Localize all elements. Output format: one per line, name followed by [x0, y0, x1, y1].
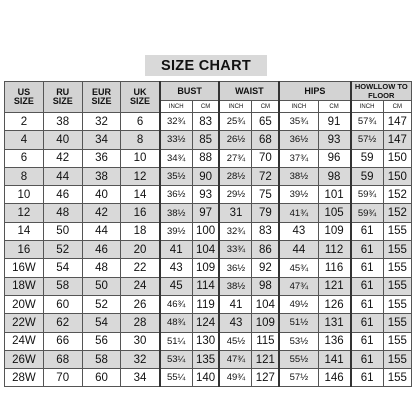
table-cell: 93 — [192, 186, 219, 204]
table-cell: 55½ — [279, 350, 318, 368]
table-cell: 90 — [192, 167, 219, 185]
table-row — [5, 241, 412, 259]
table-cell: 18W — [5, 277, 44, 295]
table-cell: 155 — [383, 295, 411, 313]
table-cell: 12 — [5, 204, 44, 222]
table-cell: 155 — [383, 241, 411, 259]
table-cell: 119 — [192, 295, 219, 313]
table-cell: 155 — [383, 259, 411, 277]
table-cell: 30 — [121, 332, 160, 350]
table-cell: 40 — [82, 186, 121, 204]
table-cell: 72 — [252, 167, 279, 185]
table-cell: 60 — [43, 295, 82, 313]
col-header-waist: WAIST — [219, 82, 279, 101]
table-cell: 35¾ — [279, 113, 318, 131]
table-row — [5, 295, 412, 313]
table-cell: 57½ — [279, 369, 318, 387]
table-cell: 54 — [43, 259, 82, 277]
table-row — [5, 167, 412, 185]
table-cell: 75 — [252, 186, 279, 204]
table-cell: 52 — [82, 295, 121, 313]
table-cell: 59 — [351, 167, 384, 185]
table-cell: 16 — [121, 204, 160, 222]
table-cell: 57¾ — [351, 113, 384, 131]
table-cell: 93 — [318, 131, 351, 149]
table-cell: 61 — [351, 314, 384, 332]
table-cell: 26 — [121, 295, 160, 313]
table-cell: 49¾ — [219, 369, 252, 387]
page-title: SIZE CHART — [161, 57, 251, 74]
table-cell: 32 — [121, 350, 160, 368]
table-cell: 8 — [5, 167, 44, 185]
table-cell: 25¾ — [219, 113, 252, 131]
table-cell: 24 — [121, 277, 160, 295]
table-cell: 97 — [192, 204, 219, 222]
table-cell: 44 — [43, 167, 82, 185]
table-cell: 14 — [121, 186, 160, 204]
table-row — [5, 149, 412, 167]
table-cell: 147 — [383, 113, 411, 131]
table-cell: 38 — [43, 113, 82, 131]
table-cell: 62 — [43, 314, 82, 332]
unit-label: INCH — [279, 101, 318, 113]
table-cell: 155 — [383, 277, 411, 295]
table-cell: 121 — [318, 277, 351, 295]
table-cell: 28 — [121, 314, 160, 332]
table-cell: 116 — [318, 259, 351, 277]
table-cell: 124 — [192, 314, 219, 332]
table-cell: 37¾ — [279, 149, 318, 167]
table-cell: 146 — [318, 369, 351, 387]
table-cell: 14 — [5, 222, 44, 240]
table-cell: 109 — [192, 259, 219, 277]
table-cell: 18 — [121, 222, 160, 240]
table-cell: 61 — [351, 332, 384, 350]
unit-label: CM — [192, 101, 219, 113]
table-cell: 52 — [43, 241, 82, 259]
table-cell: 38½ — [279, 167, 318, 185]
table-row — [5, 204, 412, 222]
table-cell: 56 — [82, 332, 121, 350]
table-cell: 83 — [252, 222, 279, 240]
table-cell: 26W — [5, 350, 44, 368]
table-cell: 38 — [82, 167, 121, 185]
table-cell: 59 — [351, 149, 384, 167]
table-cell: 155 — [383, 350, 411, 368]
table-cell: 135 — [192, 350, 219, 368]
table-cell: 61 — [351, 277, 384, 295]
table-cell: 59¾ — [351, 186, 384, 204]
table-cell: 100 — [192, 222, 219, 240]
table-cell: 92 — [252, 259, 279, 277]
table-cell: 155 — [383, 369, 411, 387]
table-row — [5, 222, 412, 240]
table-cell: 54 — [82, 314, 121, 332]
table-cell: 20 — [121, 241, 160, 259]
table-cell: 34 — [121, 369, 160, 387]
table-cell: 36½ — [279, 131, 318, 149]
table-cell: 86 — [252, 241, 279, 259]
table-cell: 46 — [82, 241, 121, 259]
size-chart-body — [5, 113, 412, 387]
table-cell: 6 — [121, 113, 160, 131]
table-row — [5, 131, 412, 149]
table-cell: 33½ — [160, 131, 193, 149]
table-cell: 28½ — [219, 167, 252, 185]
table-cell: 51½ — [279, 314, 318, 332]
table-cell: 6 — [5, 149, 44, 167]
table-cell: 50 — [82, 277, 121, 295]
col-header-ru-size: RU SIZE — [43, 82, 82, 113]
col-header-hollow-to-floor: HOWLLOW TO FLOOR — [351, 82, 412, 101]
table-cell: 45 — [160, 277, 193, 295]
table-cell: 16W — [5, 259, 44, 277]
table-cell: 152 — [383, 186, 411, 204]
table-cell: 47¾ — [219, 350, 252, 368]
table-cell: 46 — [43, 186, 82, 204]
table-cell: 33¾ — [219, 241, 252, 259]
table-cell: 115 — [252, 332, 279, 350]
table-cell: 91 — [318, 113, 351, 131]
table-cell: 48 — [43, 204, 82, 222]
table-cell: 121 — [252, 350, 279, 368]
table-cell: 131 — [318, 314, 351, 332]
unit-label: INCH — [160, 101, 193, 113]
table-cell: 130 — [192, 332, 219, 350]
table-cell: 70 — [252, 149, 279, 167]
table-cell: 66 — [43, 332, 82, 350]
table-cell: 28W — [5, 369, 44, 387]
table-cell: 114 — [192, 277, 219, 295]
table-cell: 141 — [318, 350, 351, 368]
table-cell: 109 — [252, 314, 279, 332]
table-cell: 29½ — [219, 186, 252, 204]
table-cell: 45½ — [219, 332, 252, 350]
table-cell: 42 — [43, 149, 82, 167]
table-cell: 10 — [121, 149, 160, 167]
table-cell: 65 — [252, 113, 279, 131]
table-cell: 2 — [5, 113, 44, 131]
table-cell: 61 — [351, 259, 384, 277]
table-row — [5, 186, 412, 204]
table-cell: 60 — [82, 369, 121, 387]
table-cell: 53¼ — [160, 350, 193, 368]
table-cell: 42 — [82, 204, 121, 222]
table-cell: 79 — [252, 204, 279, 222]
unit-label: CM — [318, 101, 351, 113]
col-header-hips: HIPS — [279, 82, 350, 101]
table-cell: 4 — [5, 131, 44, 149]
table-cell: 68 — [252, 131, 279, 149]
table-cell: 32 — [82, 113, 121, 131]
table-cell: 36½ — [219, 259, 252, 277]
table-cell: 55¼ — [160, 369, 193, 387]
table-cell: 112 — [318, 241, 351, 259]
table-cell: 22W — [5, 314, 44, 332]
size-chart-table — [4, 81, 412, 387]
table-cell: 96 — [318, 149, 351, 167]
table-cell: 38½ — [219, 277, 252, 295]
table-cell: 38½ — [160, 204, 193, 222]
table-cell: 70 — [43, 369, 82, 387]
table-cell: 68 — [43, 350, 82, 368]
table-cell: 35½ — [160, 167, 193, 185]
header-row — [5, 82, 412, 101]
unit-label: INCH — [351, 101, 384, 113]
unit-label: INCH — [219, 101, 252, 113]
table-cell: 98 — [318, 167, 351, 185]
table-cell: 98 — [252, 277, 279, 295]
table-cell: 36 — [82, 149, 121, 167]
table-cell: 61 — [351, 350, 384, 368]
table-cell: 44 — [279, 241, 318, 259]
table-cell: 51¼ — [160, 332, 193, 350]
table-cell: 61 — [351, 222, 384, 240]
table-cell: 57½ — [351, 131, 384, 149]
table-cell: 45¾ — [279, 259, 318, 277]
table-cell: 41 — [219, 295, 252, 313]
unit-label: CM — [383, 101, 411, 113]
table-row — [5, 332, 412, 350]
table-cell: 105 — [318, 204, 351, 222]
table-cell: 147 — [383, 131, 411, 149]
table-row — [5, 277, 412, 295]
table-cell: 27¾ — [219, 149, 252, 167]
table-cell: 48 — [82, 259, 121, 277]
table-cell: 8 — [121, 131, 160, 149]
table-cell: 49½ — [279, 295, 318, 313]
table-cell: 41¾ — [279, 204, 318, 222]
size-chart-title-banner — [145, 55, 267, 76]
table-cell: 34 — [82, 131, 121, 149]
col-header-eur-size: EUR SIZE — [82, 82, 121, 113]
table-cell: 32¾ — [160, 113, 193, 131]
table-cell: 61 — [351, 295, 384, 313]
table-cell: 126 — [318, 295, 351, 313]
table-cell: 104 — [192, 241, 219, 259]
table-cell: 104 — [252, 295, 279, 313]
unit-label: CM — [252, 101, 279, 113]
table-cell: 61 — [351, 369, 384, 387]
table-row — [5, 259, 412, 277]
table-cell: 101 — [318, 186, 351, 204]
table-cell: 53½ — [279, 332, 318, 350]
table-cell: 59¾ — [351, 204, 384, 222]
table-cell: 12 — [121, 167, 160, 185]
table-cell: 24W — [5, 332, 44, 350]
table-cell: 34¾ — [160, 149, 193, 167]
table-cell: 20W — [5, 295, 44, 313]
table-cell: 46¾ — [160, 295, 193, 313]
table-cell: 39½ — [160, 222, 193, 240]
table-cell: 32¾ — [219, 222, 252, 240]
table-cell: 150 — [383, 149, 411, 167]
table-cell: 152 — [383, 204, 411, 222]
table-cell: 155 — [383, 314, 411, 332]
table-cell: 48¾ — [160, 314, 193, 332]
table-cell: 58 — [43, 277, 82, 295]
table-row — [5, 369, 412, 387]
table-row — [5, 113, 412, 131]
table-cell: 140 — [192, 369, 219, 387]
table-cell: 31 — [219, 204, 252, 222]
table-cell: 44 — [82, 222, 121, 240]
table-cell: 150 — [383, 167, 411, 185]
table-cell: 10 — [5, 186, 44, 204]
table-row — [5, 314, 412, 332]
table-cell: 39½ — [279, 186, 318, 204]
table-cell: 41 — [160, 241, 193, 259]
table-cell: 26½ — [219, 131, 252, 149]
table-cell: 136 — [318, 332, 351, 350]
table-cell: 16 — [5, 241, 44, 259]
col-header-us-size: US SIZE — [5, 82, 44, 113]
table-cell: 47¾ — [279, 277, 318, 295]
table-cell: 83 — [192, 113, 219, 131]
table-cell: 50 — [43, 222, 82, 240]
col-header-bust: BUST — [160, 82, 220, 101]
table-cell: 40 — [43, 131, 82, 149]
table-cell: 36½ — [160, 186, 193, 204]
table-cell: 109 — [318, 222, 351, 240]
table-cell: 127 — [252, 369, 279, 387]
table-cell: 43 — [279, 222, 318, 240]
table-cell: 88 — [192, 149, 219, 167]
table-row — [5, 350, 412, 368]
table-cell: 43 — [160, 259, 193, 277]
table-cell: 58 — [82, 350, 121, 368]
col-header-uk-size: UK SIZE — [121, 82, 160, 113]
table-cell: 22 — [121, 259, 160, 277]
table-cell: 85 — [192, 131, 219, 149]
table-cell: 43 — [219, 314, 252, 332]
table-cell: 61 — [351, 241, 384, 259]
table-cell: 155 — [383, 332, 411, 350]
table-cell: 155 — [383, 222, 411, 240]
